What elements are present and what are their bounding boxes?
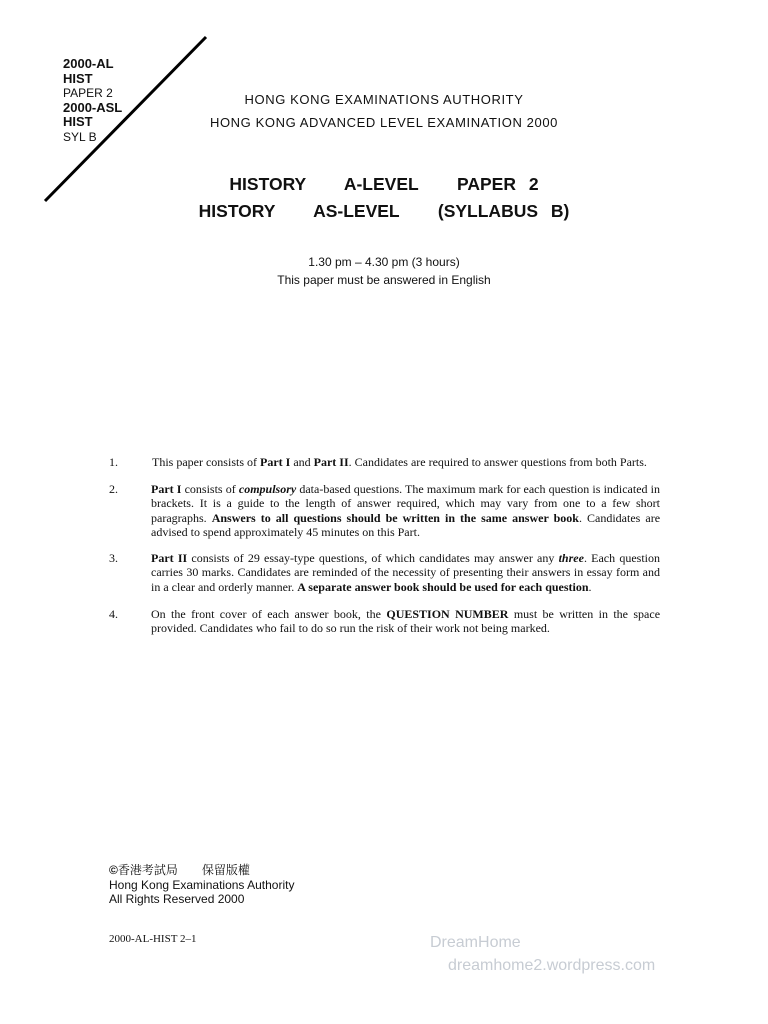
corner-code-al: 2000-AL: [63, 56, 114, 71]
instruction-number: 4.: [109, 607, 118, 621]
copyright-chinese-line: [109, 863, 294, 878]
exam-time: 1.30 pm – 4.30 pm (3 hours): [308, 255, 460, 269]
instruction-text: [151, 482, 660, 539]
instruction-2: [109, 482, 660, 539]
exam-name: HONG KONG ADVANCED LEVEL EXAMINATION 2000: [209, 115, 558, 130]
copyright-chinese-authority: 香港考試局: [117, 863, 178, 877]
text-run: .: [588, 579, 592, 594]
emphasis-text: Part I: [259, 455, 291, 469]
instruction-text: [151, 551, 660, 594]
copyright-rights: All Rights Reserved 2000: [109, 892, 245, 906]
title-a-level: HISTORY A-LEVEL PAPER 2: [229, 174, 539, 194]
text-run: consists of 29 essay-type questions, of which candidates may answer any: [187, 551, 559, 565]
text-run: consists of: [181, 482, 239, 496]
text-run: must be written in the space provided. Candidates who fail to do so run the risk of their work not being marked.: [151, 607, 661, 636]
watermark-name: DreamHome: [430, 934, 521, 951]
text-run: On the front cover of each answer book, the: [151, 607, 387, 621]
emphasis-text: compulsory: [238, 482, 297, 496]
text-run: This paper consists of: [152, 455, 260, 469]
instruction-1: [109, 455, 660, 469]
instruction-number: 1.: [109, 455, 118, 469]
watermark-site: dreamhome2.wordpress.com: [448, 957, 656, 974]
instruction-text: [152, 455, 660, 469]
title-as-level: HISTORY AS-LEVEL (SYLLABUS B): [198, 201, 570, 221]
corner-subject-asl: HIST: [63, 114, 93, 129]
instruction-text: [151, 607, 660, 636]
emphasis-text: three: [558, 551, 584, 565]
authority-name: HONG KONG EXAMINATIONS AUTHORITY: [244, 92, 524, 107]
emphasis-text: Part I: [151, 482, 182, 496]
instruction-3: [109, 551, 660, 594]
instruction-number: 2.: [109, 482, 118, 496]
copyright-symbol: ©: [109, 863, 118, 877]
emphasis-text: A separate answer book should be used for each question: [297, 579, 589, 594]
copyright-chinese-rights: 保留版權: [201, 863, 250, 877]
text-run: data-based questions. The maximum mark for each question is indicated in brackets. It is a guide to the length of answer required, which may vary from one to a few short paragraphs.: [151, 482, 661, 525]
text-run: . Candidates are required to answer questions from both Parts.: [348, 455, 647, 469]
corner-subject-al: HIST: [63, 70, 93, 86]
emphasis-text: Part II: [151, 551, 188, 565]
corner-code-asl: 2000-ASL: [63, 99, 123, 115]
emphasis-text: Answers to all questions should be written in the same answer book: [211, 510, 579, 525]
copyright-authority: Hong Kong Examinations Authority: [109, 877, 295, 892]
emphasis-text: Part II: [313, 455, 349, 469]
corner-syllabus: SYL B: [63, 129, 97, 144]
instruction-number: 3.: [109, 551, 118, 565]
emphasis-text: QUESTION NUMBER: [386, 607, 509, 621]
corner-paper: PAPER 2: [63, 86, 113, 100]
instruction-4: [109, 607, 660, 636]
text-run: and: [290, 455, 314, 469]
page-code: 2000-AL-HIST 2–1: [109, 933, 197, 945]
text-run: . Candidates are advised to spend approximately 45 minutes on this Part.: [151, 510, 661, 539]
language-note: This paper must be answered in English: [277, 273, 491, 287]
text-run: . Each question carries 30 marks. Candidates are reminded of the necessity of presenting their answers in essay form and in a clear and orderly manner.: [151, 551, 660, 594]
copyright-block: [109, 863, 294, 907]
